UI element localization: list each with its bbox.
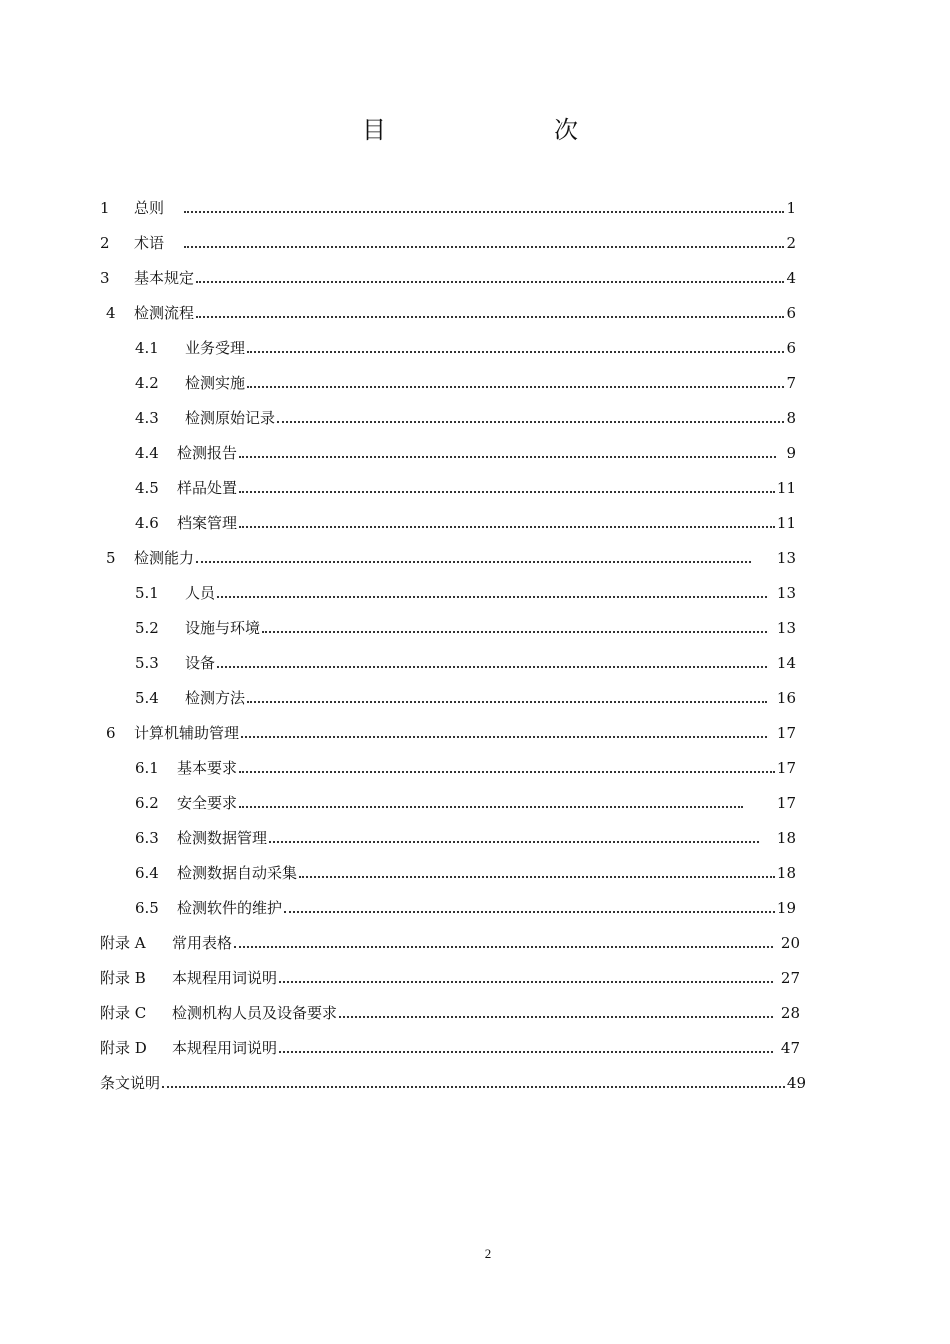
toc-entry-number: 4.3 (135, 409, 159, 427)
toc-entry-title: 检测数据管理 (177, 829, 268, 847)
toc-entry-page: 27 (780, 969, 800, 987)
toc-entry-appendix-b[interactable] (100, 966, 800, 990)
toc-entry-page: 17 (776, 724, 796, 742)
toc-leader (262, 631, 767, 633)
toc-entry-title: 检测能力 (134, 549, 195, 567)
toc-entry-title: 检测实施 (185, 374, 246, 392)
toc-entry-page: 17 (776, 759, 796, 777)
toc-entry-page: 28 (780, 1004, 800, 1022)
toc-entry-page: 13 (776, 619, 796, 637)
toc-entry-number: 4.2 (135, 374, 159, 392)
toc-entry-number: 6.5 (135, 899, 159, 917)
toc-entry-number: 5.3 (135, 654, 159, 672)
toc-entry-6-5[interactable] (135, 896, 796, 920)
toc-leader (247, 351, 784, 353)
toc-entry-5-4[interactable] (135, 686, 796, 710)
toc-entry-6[interactable] (106, 721, 796, 745)
toc-entry-title: 术语 (134, 234, 165, 252)
toc-leader (279, 1051, 773, 1053)
toc-entry-title: 基本规定 (134, 269, 195, 287)
toc-entry-number: 3 (100, 269, 110, 287)
toc-entry-title: 档案管理 (177, 514, 238, 532)
toc-entry-page: 7 (786, 374, 796, 392)
toc-entry-page: 1 (786, 199, 796, 217)
toc-entry-page: 14 (776, 654, 796, 672)
toc-entry-1[interactable] (100, 196, 796, 220)
toc-entry-number: 6.4 (135, 864, 159, 882)
toc-entry-number: 6 (106, 724, 116, 742)
toc-leader (247, 386, 784, 388)
toc-entry-appendix-c[interactable] (100, 1001, 800, 1025)
toc-entry-number: 5.4 (135, 689, 159, 707)
toc-entry-page: 49 (786, 1074, 806, 1092)
toc-leader (217, 666, 767, 668)
toc-entry-3[interactable] (100, 266, 796, 290)
toc-entry-title: 常用表格 (172, 934, 233, 952)
toc-leader (162, 1086, 785, 1088)
toc-entry-6-4[interactable] (135, 861, 796, 885)
toc-entry-4-6[interactable] (135, 511, 796, 535)
toc-leader (196, 281, 784, 283)
toc-entry-5-3[interactable] (135, 651, 796, 675)
toc-entry-title: 检测软件的维护 (177, 899, 283, 917)
toc-leader (184, 246, 784, 248)
toc-entry-page: 19 (776, 899, 796, 917)
toc-entry-title: 安全要求 (177, 794, 238, 812)
toc-entry-title: 条文说明 (100, 1074, 161, 1092)
toc-entry-page: 18 (776, 829, 796, 847)
toc-entry-number: 5.1 (135, 584, 159, 602)
toc-leader (299, 876, 775, 878)
toc-entry-5[interactable] (106, 546, 796, 570)
toc-entry-title: 检测方法 (185, 689, 246, 707)
toc-entry-title: 业务受理 (185, 339, 246, 357)
toc-entry-number: 1 (100, 199, 110, 217)
toc-leader (196, 561, 751, 563)
toc-leader (234, 946, 773, 948)
toc-leader (339, 1016, 773, 1018)
toc-entry-4-3[interactable] (135, 406, 796, 430)
toc-entry-number: 6.3 (135, 829, 159, 847)
toc-leader (277, 421, 784, 423)
toc-entry-4-5[interactable] (135, 476, 796, 500)
toc-leader (247, 701, 767, 703)
toc-entry-explanation[interactable] (100, 1071, 806, 1095)
toc-entry-page: 18 (776, 864, 796, 882)
toc-entry-2[interactable] (100, 231, 796, 255)
toc-entry-page: 4 (786, 269, 796, 287)
toc-entry-title: 检测报告 (177, 444, 238, 462)
toc-entry-4-4[interactable] (135, 441, 796, 465)
toc-entry-title: 检测数据自动采集 (177, 864, 298, 882)
toc-entry-appendix-a[interactable] (100, 931, 800, 955)
toc-entry-title: 设施与环境 (185, 619, 261, 637)
toc-entry-number: 2 (100, 234, 110, 252)
toc-entry-title: 计算机辅助管理 (134, 724, 240, 742)
toc-entry-title: 检测机构人员及设备要求 (172, 1004, 338, 1022)
toc-entry-page: 11 (776, 514, 796, 532)
toc-entry-title: 基本要求 (177, 759, 238, 777)
toc-entry-title: 本规程用词说明 (172, 969, 278, 987)
toc-entry-page: 20 (780, 934, 800, 952)
toc-leader (239, 806, 743, 808)
toc-entry-page: 11 (776, 479, 796, 497)
toc-entry-number: 6.1 (135, 759, 159, 777)
toc-entry-page: 8 (786, 409, 796, 427)
toc-entry-page: 17 (776, 794, 796, 812)
toc-leader (196, 316, 784, 318)
toc-entry-page: 6 (786, 339, 796, 357)
toc-leader (184, 211, 784, 213)
toc-entry-5-1[interactable] (135, 581, 796, 605)
toc-entry-number: 附录 D (100, 1039, 147, 1057)
toc-entry-number: 4.6 (135, 514, 159, 532)
toc-entry-title: 总则 (134, 199, 165, 217)
toc-entry-page: 47 (780, 1039, 800, 1057)
toc-entry-number: 4.1 (135, 339, 159, 357)
page-title: 目 次 (362, 116, 618, 144)
toc-entry-title: 检测原始记录 (185, 409, 276, 427)
toc-leader (269, 841, 759, 843)
toc-entry-4-2[interactable] (135, 371, 796, 395)
toc-entry-number: 6.2 (135, 794, 159, 812)
toc-leader (284, 911, 775, 913)
toc-entry-number: 5.2 (135, 619, 159, 637)
toc-entry-number: 4.4 (135, 444, 159, 462)
toc-leader (279, 981, 773, 983)
toc-entry-5-2[interactable] (135, 616, 796, 640)
toc-leader (239, 526, 775, 528)
toc-leader (217, 596, 767, 598)
toc-entry-page: 13 (776, 584, 796, 602)
toc-entry-number: 附录 C (100, 1004, 147, 1022)
toc-entry-number: 4 (106, 304, 116, 322)
toc-entry-page: 9 (786, 444, 796, 462)
toc-entry-number: 5 (106, 549, 116, 567)
toc-entry-title: 本规程用词说明 (172, 1039, 278, 1057)
toc-leader (239, 771, 775, 773)
toc-entry-appendix-d[interactable] (100, 1036, 800, 1060)
toc-leader (239, 456, 776, 458)
toc-leader (241, 736, 767, 738)
toc-entry-4[interactable] (106, 301, 796, 325)
toc-entry-number: 附录 A (100, 934, 146, 952)
toc-entry-6-3[interactable] (135, 826, 796, 850)
toc-entry-title: 设备 (185, 654, 216, 672)
toc-entry-title: 样品处置 (177, 479, 238, 497)
toc-entry-page: 2 (786, 234, 796, 252)
toc-entry-page: 13 (776, 549, 796, 567)
toc-entry-title: 检测流程 (134, 304, 195, 322)
toc-entry-number: 附录 B (100, 969, 146, 987)
toc-entry-6-1[interactable] (135, 756, 796, 780)
toc-entry-page: 16 (776, 689, 796, 707)
toc-leader (239, 491, 775, 493)
page-number: 2 (484, 1246, 492, 1261)
toc-entry-6-2[interactable] (135, 791, 796, 815)
toc-entry-title: 人员 (185, 584, 216, 602)
toc-entry-page: 6 (786, 304, 796, 322)
toc-entry-number: 4.5 (135, 479, 159, 497)
toc-entry-4-1[interactable] (135, 336, 796, 360)
